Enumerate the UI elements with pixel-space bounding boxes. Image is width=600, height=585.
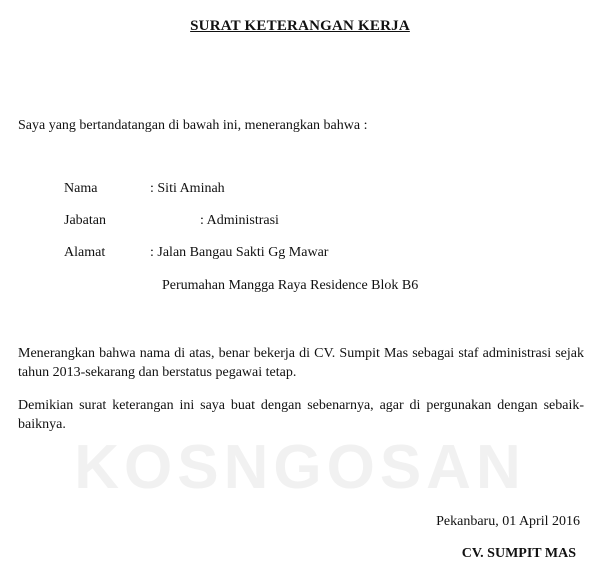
jabatan-label: Jabatan (64, 213, 106, 228)
alamat-value-line1: : Jalan Bangau Sakti Gg Mawar (150, 245, 329, 260)
document-title: SURAT KETERANGAN KERJA (190, 18, 410, 34)
alamat-value-line2: Perumahan Mangga Raya Residence Blok B6 (162, 278, 419, 293)
watermark: KOSNGOSAN (74, 433, 526, 502)
statement-paragraph: Menerangkan bahwa nama di atas, benar bekerja di CV. Sumpit Mas sebagai staf administrasi sejak tahun 2013-sekarang dan berstatus pegawai tetap. (18, 346, 584, 380)
nama-label: Nama (64, 181, 98, 196)
nama-value: : Siti Aminah (150, 181, 225, 196)
intro-text: Saya yang bertandatangan di bawah ini, menerangkan bahwa : (18, 118, 368, 133)
company-name: CV. SUMPIT MAS (461, 546, 576, 561)
place-date: Pekanbaru, 01 April 2016 (436, 514, 580, 529)
alamat-label: Alamat (64, 245, 106, 260)
closing-paragraph: Demikian surat keterangan ini saya buat dengan sebenarnya, agar di pergunakan dengan sebaik-baiknya. (18, 398, 584, 432)
jabatan-value: : Administrasi (200, 213, 279, 228)
